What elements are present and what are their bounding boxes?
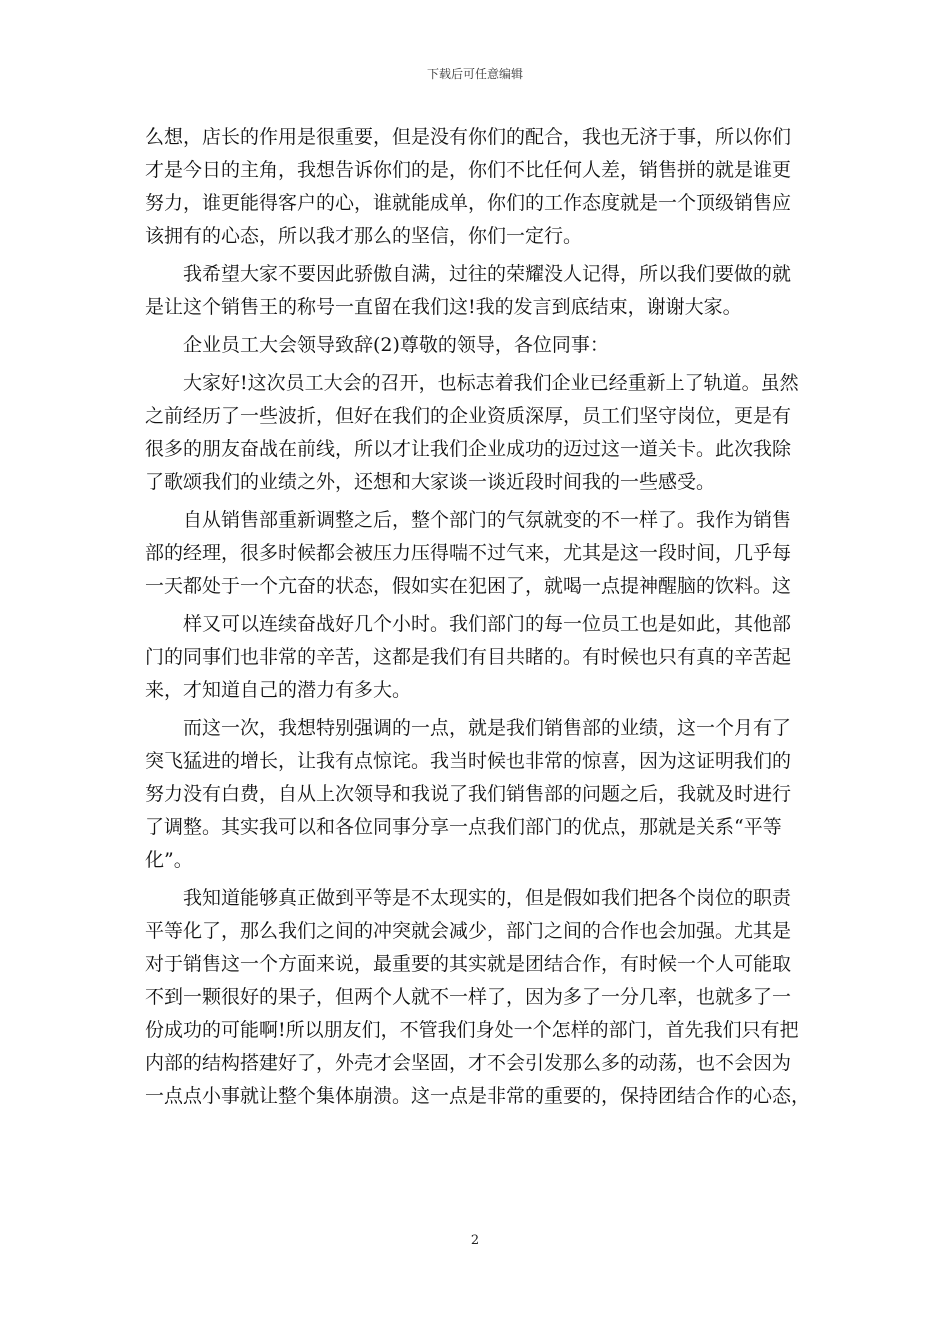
text-line: 突飞猛进的增长，让我有点惊诧。我当时候也非常的惊喜，因为这证明我们的 xyxy=(145,750,792,772)
paragraph xyxy=(145,882,825,1113)
text-line: 化”。 xyxy=(145,849,193,871)
text-line: 门的同事们也非常的辛苦，这都是我们有目共睹的。有时候也只有真的辛苦起 xyxy=(145,646,792,668)
paragraph xyxy=(145,367,825,499)
text-line: 才是今日的主角，我想告诉你们的是，你们不比任何人差，销售拼的就是谁更 xyxy=(145,159,792,181)
paragraph xyxy=(145,608,825,707)
text-line: 我知道能够真正做到平等是不太现实的，但是假如我们把各个岗位的职责 xyxy=(145,887,792,909)
paragraph xyxy=(145,712,825,877)
text-line: 是让这个销售王的称号一直留在我们这!我的发言到底结束，谢谢大家。 xyxy=(145,296,742,318)
text-line: 对于销售这一个方面来说，最重要的其实就是团结合作，有时候一个人可能取 xyxy=(145,953,792,975)
text-line: 而这一次，我想特别强调的一点，就是我们销售部的业绩，这一个月有了 xyxy=(145,717,792,739)
paragraph xyxy=(145,504,825,603)
text-line: 之前经历了一些波折，但好在我们的企业资质深厚，员工们坚守岗位，更是有 xyxy=(145,405,792,427)
text-line: 了歌颂我们的业绩之外，还想和大家谈一谈近段时间我的一些感受。 xyxy=(145,471,716,493)
text-line: 一天都处于一个亢奋的状态，假如实在犯困了，就喝一点提神醒脑的饮料。这 xyxy=(145,575,792,597)
paragraph-heading xyxy=(145,329,825,362)
page-number: 2 xyxy=(470,1233,480,1248)
text-line: 努力，谁更能得客户的心，谁就能成单，你们的工作态度就是一个顶级销售应 xyxy=(145,192,792,214)
text-line: 自从销售部重新调整之后，整个部门的气氛就变的不一样了。我作为销售 xyxy=(145,509,792,531)
text-line: 不到一颗很好的果子，但两个人就不一样了，因为多了一分几率，也就多了一 xyxy=(145,986,792,1008)
text-line: 份成功的可能啊!所以朋友们，不管我们身处一个怎样的部门，首先我们只有把 xyxy=(145,1019,799,1041)
text-line: 来，才知道自己的潜力有多大。 xyxy=(145,679,412,701)
text-line: 了调整。其实我可以和各位同事分享一点我们部门的优点，那就是关系“平等 xyxy=(145,816,782,838)
paragraph xyxy=(145,258,825,324)
text-line: 内部的结构搭建好了，外壳才会坚固，才不会引发那么多的动荡，也不会因为 xyxy=(145,1052,792,1074)
document-body xyxy=(145,121,825,1118)
text-line: 该拥有的心态，所以我才那么的坚信，你们一定行。 xyxy=(145,225,583,247)
text-line: 大家好!这次员工大会的召开，也标志着我们企业已经重新上了轨道。虽然 xyxy=(145,372,799,394)
text-line: 么想，店长的作用是很重要，但是没有你们的配合，我也无济于事，所以你们 xyxy=(145,126,792,148)
text-line: 企业员工大会领导致辞(2)尊敬的领导，各位同事： xyxy=(145,334,609,356)
text-line: 很多的朋友奋战在前线，所以才让我们企业成功的迈过这一道关卡。此次我除 xyxy=(145,438,792,460)
text-line: 一点点小事就让整个集体崩溃。这一点是非常的重要的，保持团结合作的心态， xyxy=(145,1085,811,1107)
text-line: 平等化了，那么我们之间的冲突就会减少，部门之间的合作也会加强。尤其是 xyxy=(145,920,792,942)
text-line: 部的经理，很多时候都会被压力压得喘不过气来，尤其是这一段时间，几乎每 xyxy=(145,542,792,564)
text-line: 努力没有白费，自从上次领导和我说了我们销售部的问题之后，我就及时进行 xyxy=(145,783,792,805)
paragraph xyxy=(145,121,825,253)
text-line: 我希望大家不要因此骄傲自满，过往的荣耀没人记得，所以我们要做的就 xyxy=(145,263,792,285)
text-line: 样又可以连续奋战好几个小时。我们部门的每一位员工也是如此，其他部 xyxy=(145,613,792,635)
page-header: 下载后可任意编辑 xyxy=(426,67,523,81)
